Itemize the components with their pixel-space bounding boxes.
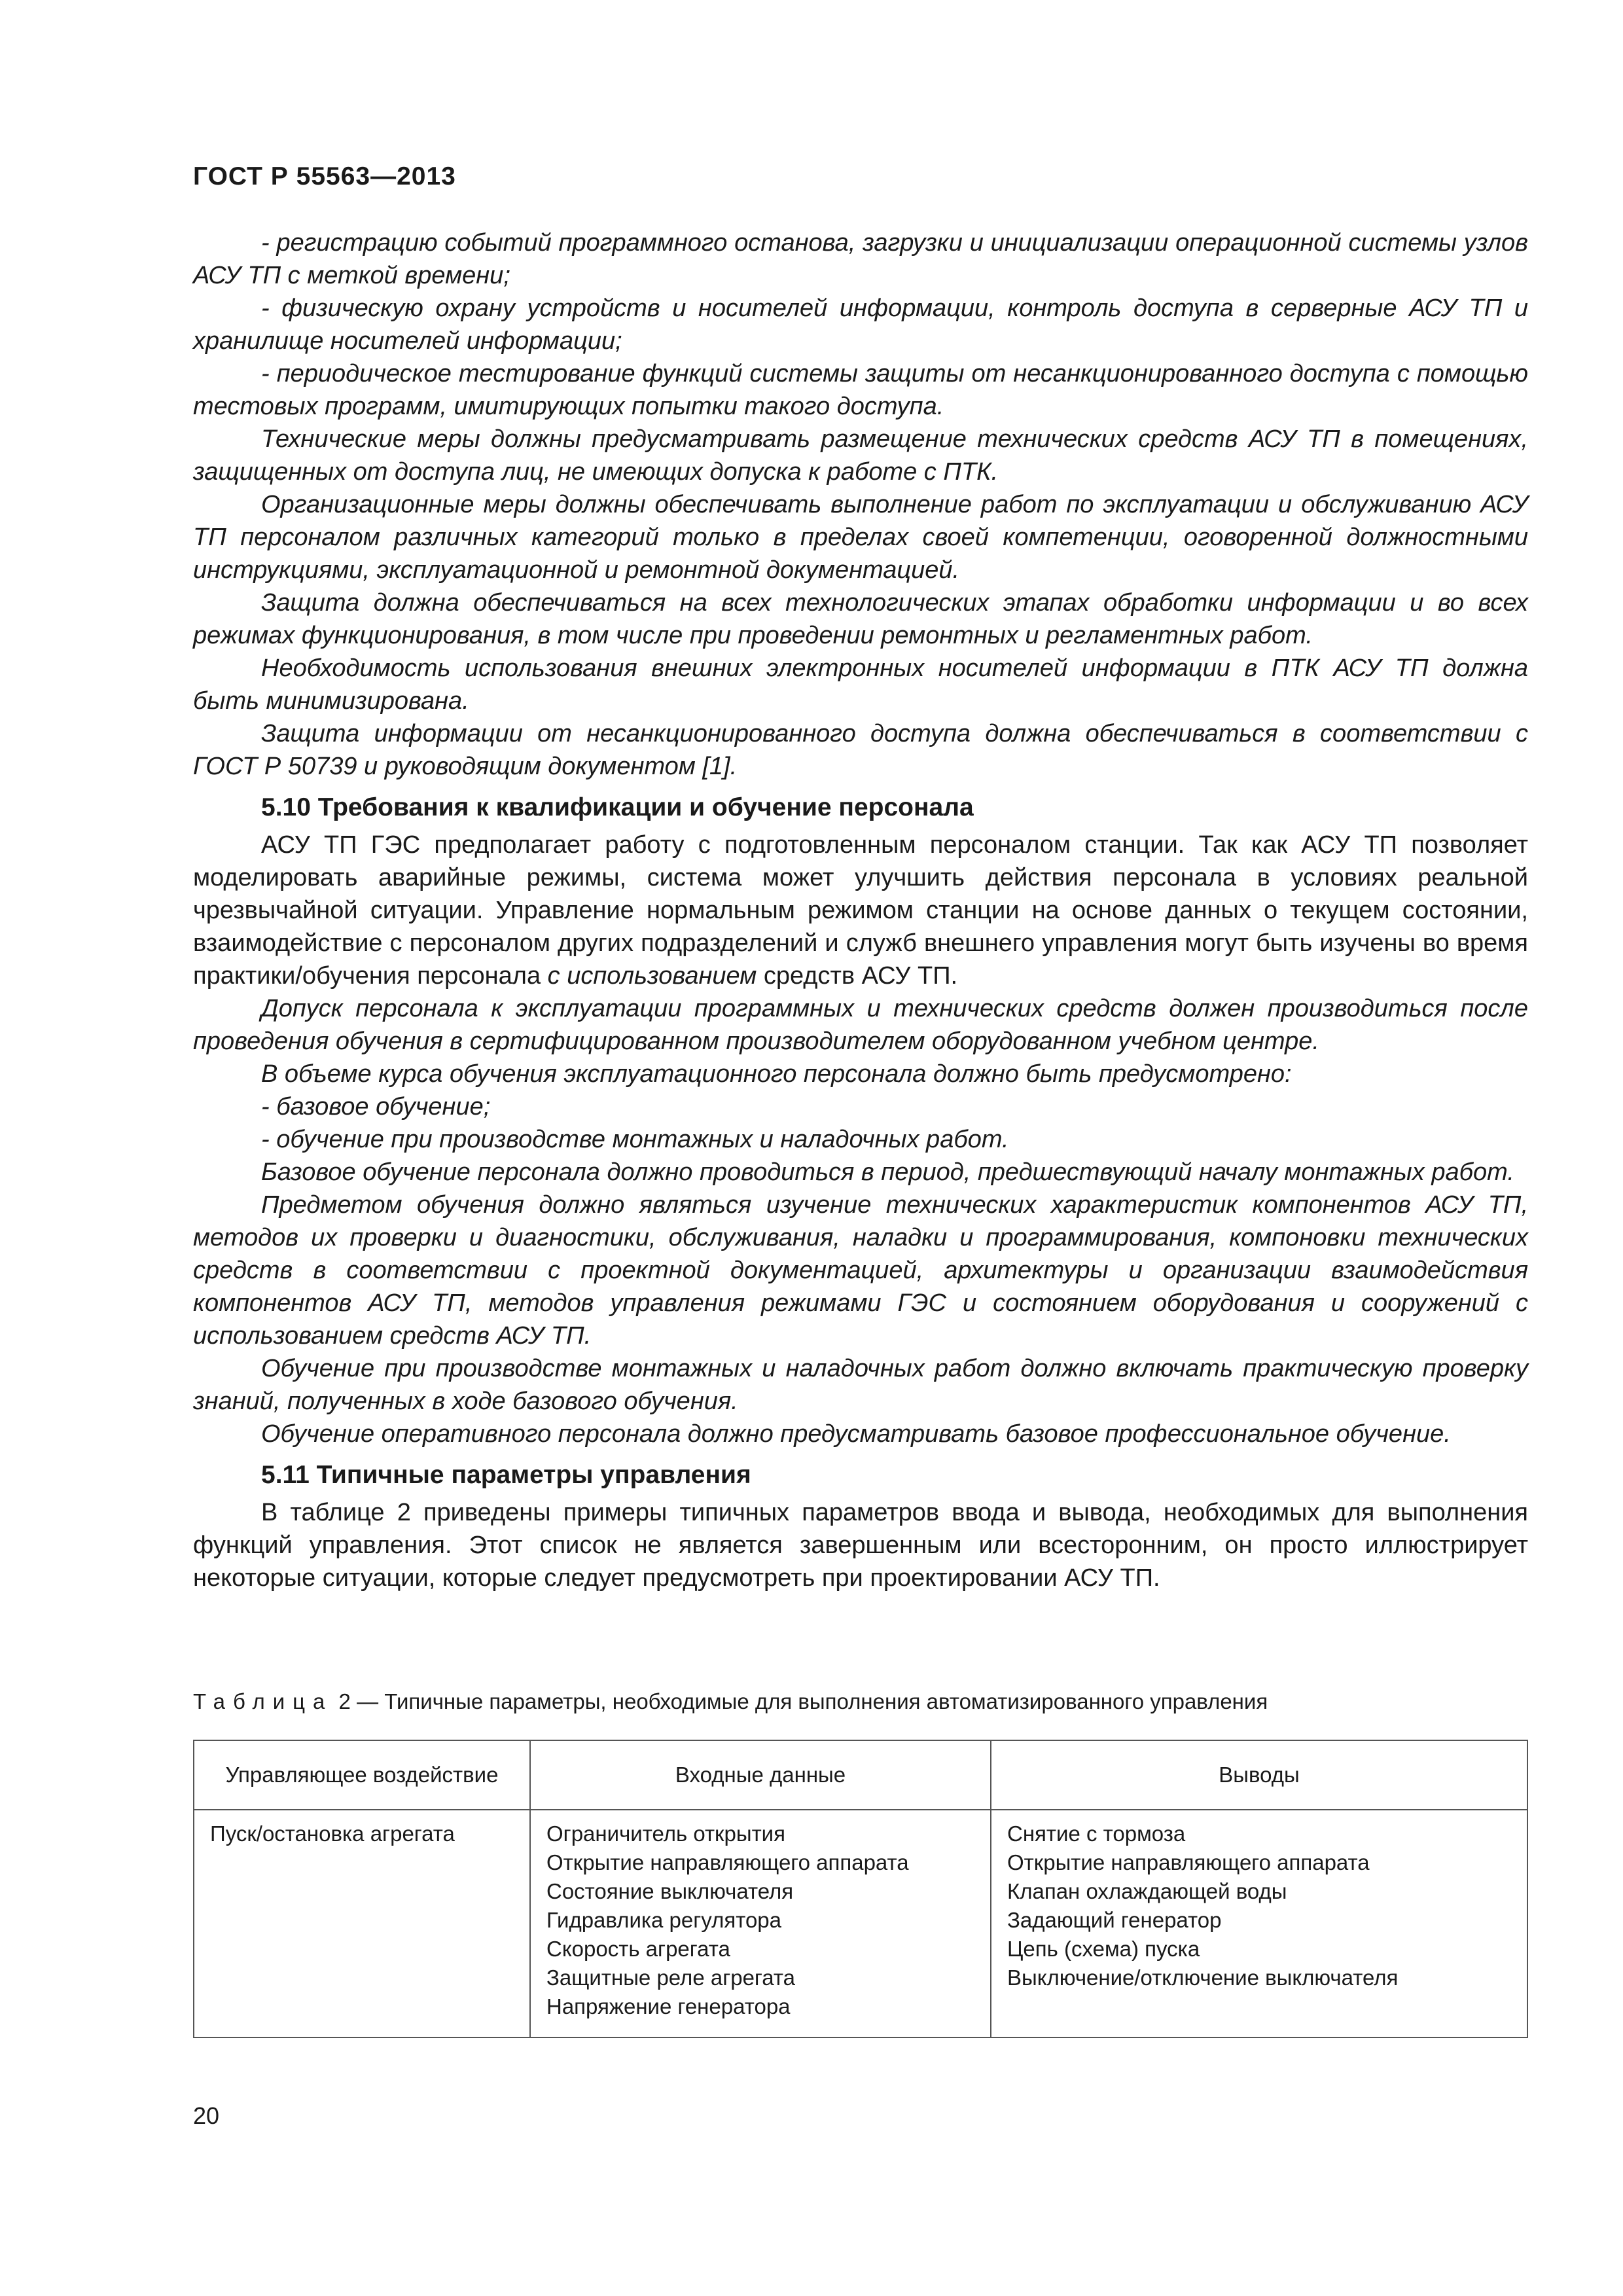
table-header-action: Управляющее воздействие [194, 1740, 530, 1810]
table-header-inputs: Входные данные [530, 1740, 991, 1810]
table-cell-line: Открытие направляющего аппарата [546, 1850, 909, 1874]
paragraph-5-10-intro: АСУ ТП ГЭС предполагает работу с подготовленным персоналом станции. Так как АСУ ТП позволяет моделировать аварийные режимы, система может улучшить действия персонала в условиях реальной чрезвычайной ситуации. Управление нормальным режимом станции на основе данных о текущем состоянии, взаимодействие с персоналом других подразделений и служб внешнего управления могут быть изучены во время практики/обучения персонала с использованием средств АСУ ТП. [193, 831, 1528, 990]
table-cell-line: Снятие с тормоза [1007, 1821, 1186, 1846]
table-cell-line: Защитные реле агрегата [546, 1965, 795, 1990]
paragraph: Предметом обучения должно являться изучение технических характеристик компонентов АСУ ТП, методов их проверки и диагностики, обслуживания, наладки и программирования, компоновки технических средств в соответствии с проектной документацией, архитектуры и организации взаимодействия компонентов АСУ ТП, методов управления режимами ГЭС и состоянием оборудования и сооружений с использованием средств АСУ ТП. [193, 1191, 1528, 1350]
paragraph: Допуск персонала к эксплуатации программных и технических средств должен производиться после проведения обучения в сертифицированном производителем оборудованном учебном центре. [193, 995, 1528, 1055]
table-cell-line: Клапан охлаждающей воды [1007, 1879, 1287, 1903]
table-row [194, 1810, 1527, 2037]
table-cell-line: Выключение/отключение выключателя [1007, 1965, 1399, 1990]
table-cell-action: Пуск/остановка агрегата [194, 1810, 530, 2037]
table-cell-line: Цепь (схема) пуска [1007, 1937, 1200, 1961]
paragraph: - физическую охрану устройств и носителей информации, контроль доступа в серверные АСУ ТП и хранилище носителей информации; [193, 295, 1528, 355]
paragraph-5-11: В таблице 2 приведены примеры типичных параметров ввода и вывода, необходимых для выполнения функций управления. Этот список не является завершенным или всесторонним, он просто иллюстрирует некоторые ситуации, которые следует предусмотреть при проектировании АСУ ТП. [193, 1499, 1528, 1592]
table-header-row [194, 1740, 1527, 1810]
document-header: ГОСТ Р 55563—2013 [193, 162, 456, 190]
paragraph: - базовое обучение; [261, 1093, 491, 1121]
table-cell-line: Состояние выключателя [546, 1879, 794, 1903]
paragraph: - обучение при производстве монтажных и наладочных работ. [261, 1126, 1009, 1153]
paragraph-group-training [193, 992, 1528, 1450]
table-cell-line: Задающий генератор [1007, 1908, 1222, 1932]
table-header-outputs: Выводы [991, 1740, 1527, 1810]
table-cell-line: Открытие направляющего аппарата [1007, 1850, 1370, 1874]
table-caption-text: 2 — Типичные параметры, необходимые для выполнения автоматизированного управления [332, 1689, 1268, 1713]
emphasis-text: с использованием [547, 962, 757, 990]
paragraph: В объеме курса обучения эксплуатационного персонала должно быть предусмотрено: [261, 1060, 1292, 1088]
paragraph: - регистрацию событий программного останова, загрузки и инициализации операционной системы узлов АСУ ТП с меткой времени; [193, 229, 1528, 289]
table-body [194, 1810, 1527, 2037]
paragraph: Обучение при производстве монтажных и наладочных работ должно включать практическую проверку знаний, полученных в ходе базового обучения. [193, 1355, 1528, 1415]
table-cell-line: Скорость агрегата [546, 1937, 730, 1961]
page-number: 20 [193, 2102, 220, 2129]
paragraph: Технические меры должны предусматривать размещение технических средств АСУ ТП в помещениях, защищенных от доступа лиц, не имеющих допуска к работе с ПТК. [193, 425, 1528, 486]
table-cell-outputs [991, 1810, 1527, 2037]
section-heading-5-11: 5.11 Типичные параметры управления [261, 1461, 751, 1489]
table-caption [193, 1687, 1268, 1716]
paragraph: Базовое обучение персонала должно проводиться в период, предшествующий началу монтажных работ. [261, 1158, 1514, 1186]
main-content [193, 226, 1528, 1594]
table-cell-line: Ограничитель открытия [546, 1821, 785, 1846]
paragraph: Обучение оперативного персонала должно предусматривать базовое профессиональное обучение. [261, 1420, 1451, 1448]
paragraph: Защита информации от несанкционированного доступа должна обеспечиваться в соответствии с ГОСТ Р 50739 и руководящим документом [1]. [193, 720, 1528, 780]
table-cell-inputs [530, 1810, 991, 2037]
paragraph: Защита должна обеспечиваться на всех технологических этапах обработки информации и во всех режимах функционирования, в том числе при проведении ремонтных и регламентных работ. [193, 589, 1528, 649]
table-cell-line: Гидравлика регулятора [546, 1908, 782, 1932]
table-cell-line: Напряжение генератора [546, 1994, 791, 2018]
paragraph: - периодическое тестирование функций системы защиты от несанкционированного доступа с помощью тестовых программ, имитирующих попытки такого доступа. [193, 360, 1528, 420]
section-heading-5-10: 5.10 Требования к квалификации и обучение персонала [261, 793, 974, 821]
paragraph: Организационные меры должны обеспечивать выполнение работ по эксплуатации и обслуживанию АСУ ТП персоналом различных категорий только в пределах своей компетенции, оговоренной должностными инструкциями, эксплуатационной и ремонтной документацией. [193, 491, 1528, 584]
table-caption-word: Таблица [193, 1689, 333, 1713]
paragraph: Необходимость использования внешних электронных носителей информации в ПТК АСУ ТП должна быть минимизирована. [193, 655, 1528, 715]
paragraph-group-protection [193, 226, 1528, 783]
parameters-table [193, 1740, 1528, 2038]
